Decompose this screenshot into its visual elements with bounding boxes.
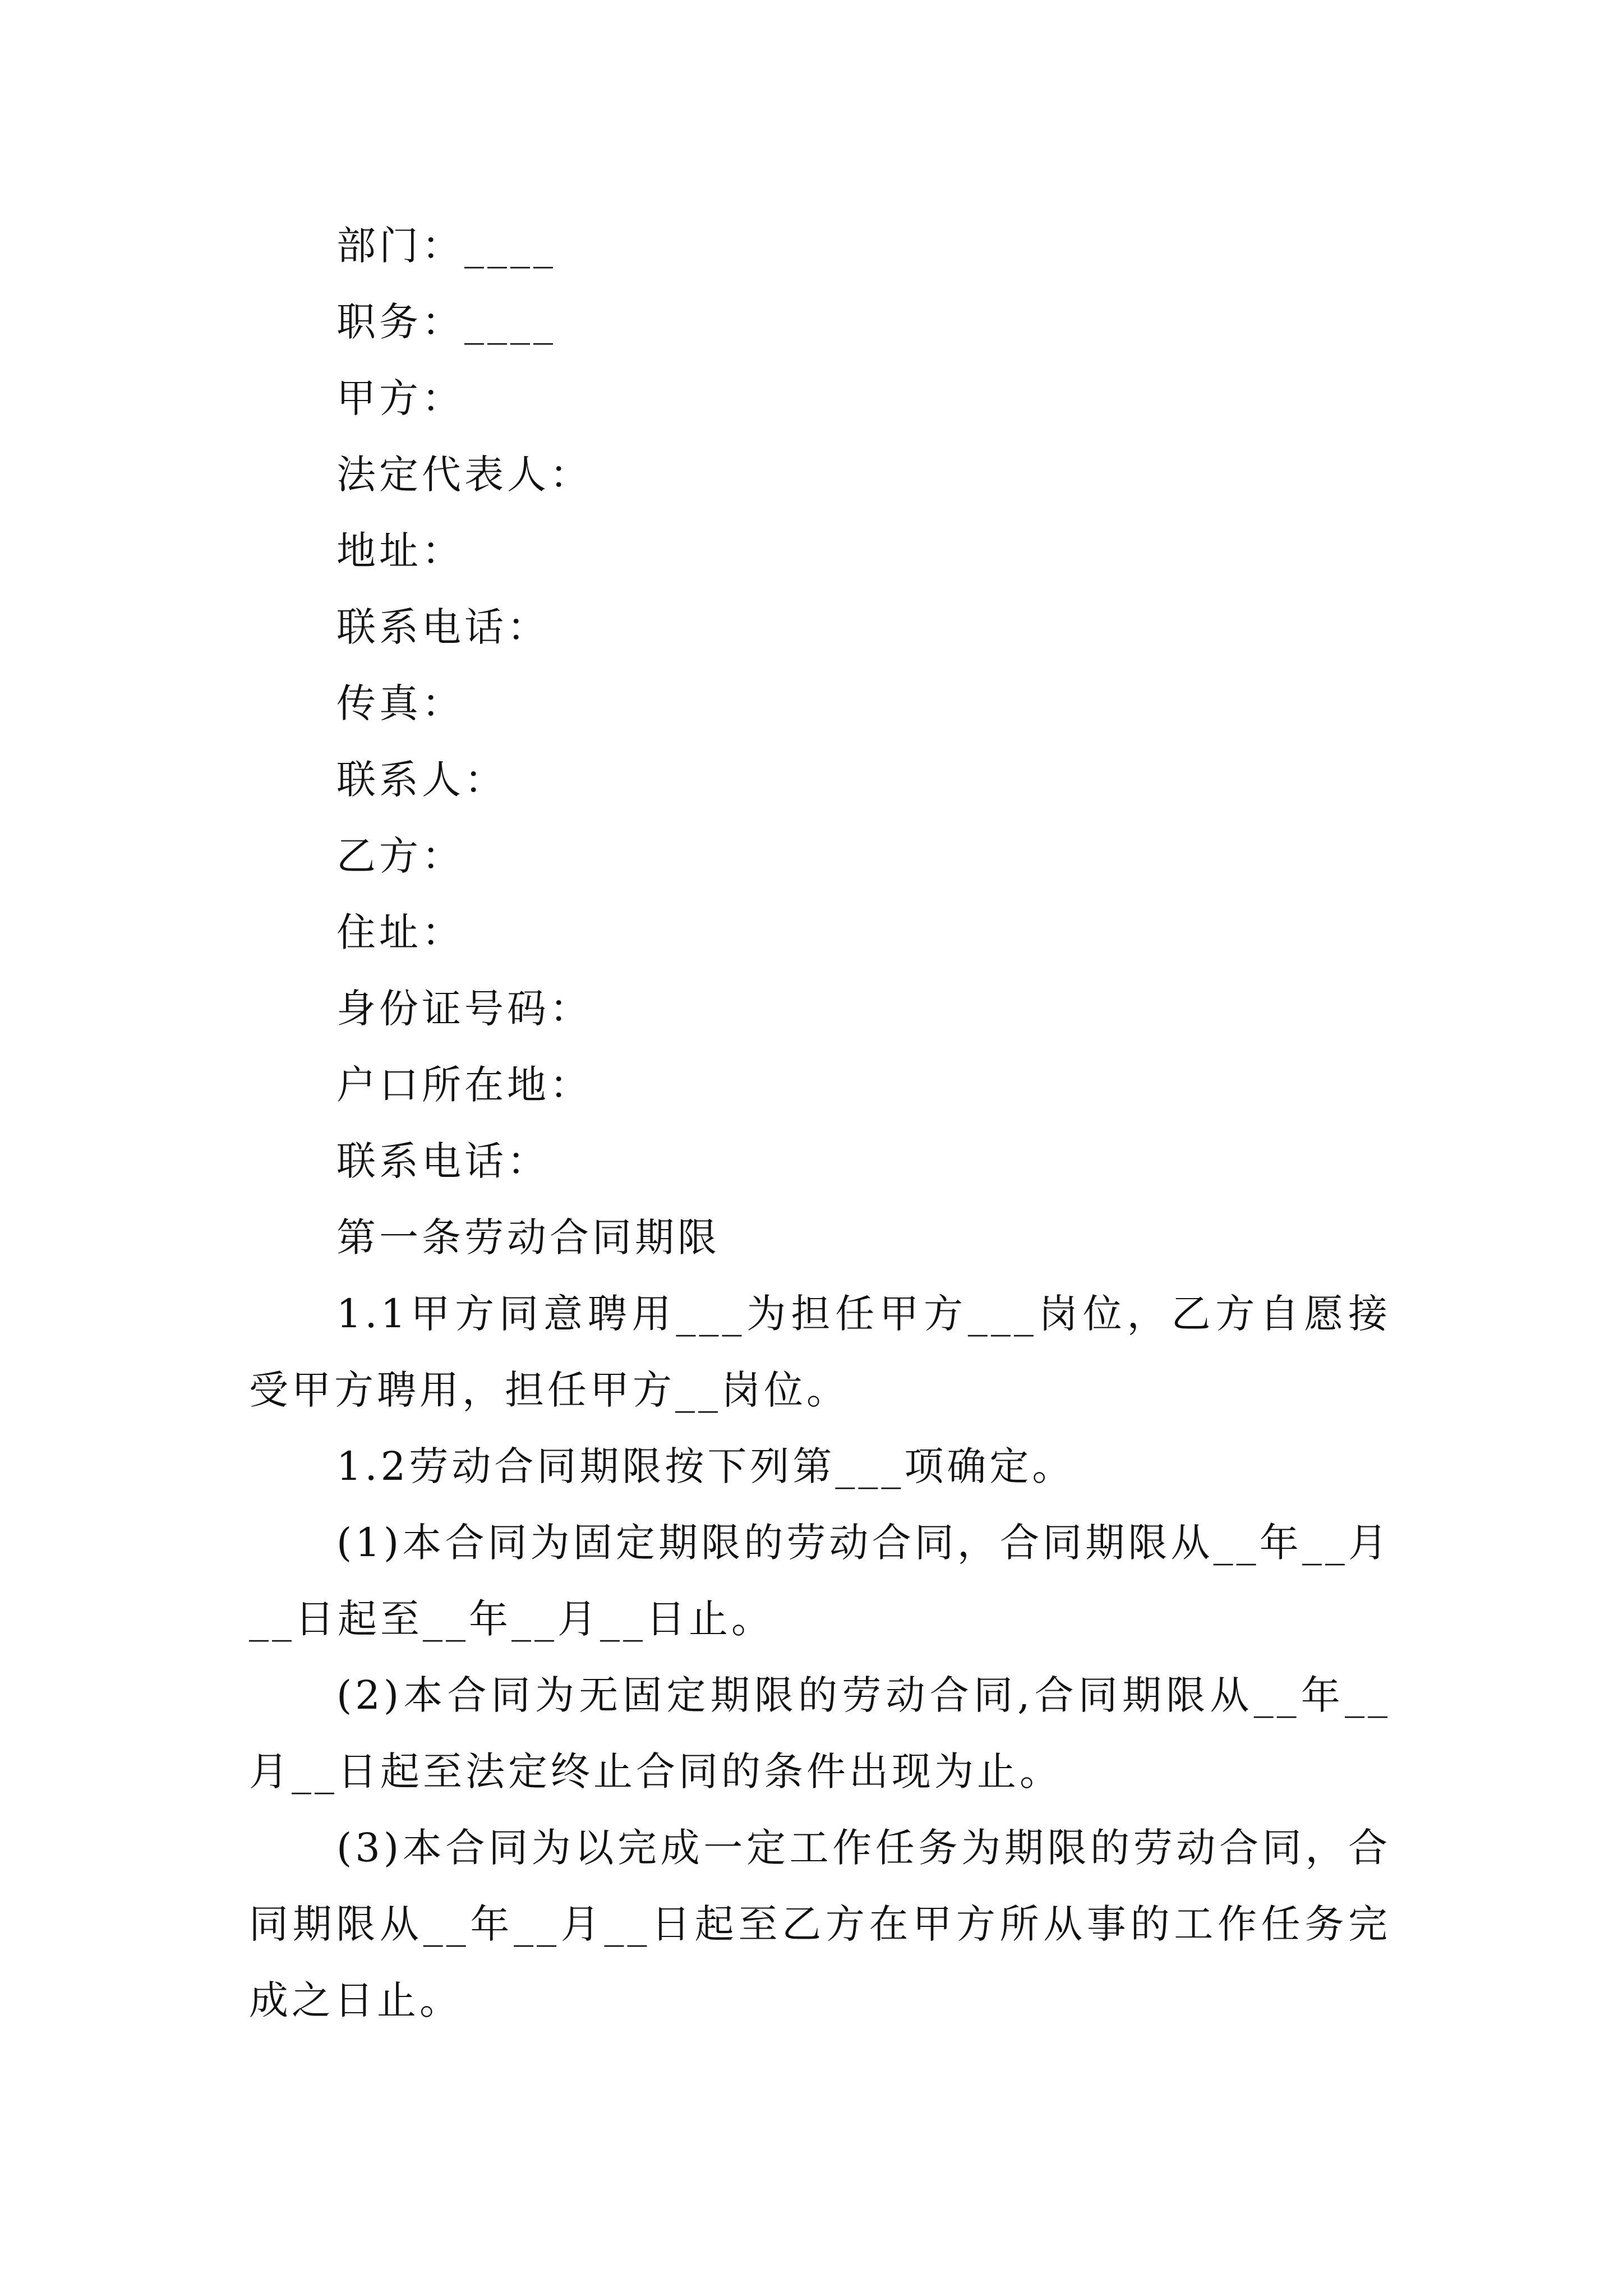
field-residence: 住址： [336, 909, 464, 955]
field-position: 职务：____ [336, 299, 556, 345]
article-title: 第一条劳动合同期限 [336, 1214, 720, 1260]
paragraph-1-1: 1.1甲方同意聘用___为担任甲方___岗位，乙方自愿接受甲方聘用，担任甲方__岗位。 [249, 1291, 1391, 1413]
field-contact-person: 联系人： [336, 757, 507, 803]
field-phone-b: 联系电话： [336, 1138, 550, 1184]
field-legal-representative: 法定代表人： [336, 452, 592, 498]
paragraph-option-1: (1)本合同为固定期限的劳动合同，合同期限从__年__月__日起至__年__月__日止。 [249, 1520, 1391, 1642]
field-fax: 传真： [336, 680, 464, 726]
field-household-registration: 户口所在地： [336, 1062, 592, 1108]
contract-text [249, 208, 1391, 2039]
field-party-a: 甲方： [336, 375, 464, 421]
field-id-number: 身份证号码： [336, 986, 592, 1032]
field-phone-a: 联系电话： [336, 604, 550, 650]
paragraph-1-2: 1.2劳动合同期限按下列第___项确定。 [336, 1443, 1075, 1489]
field-address: 地址： [336, 528, 464, 574]
paragraph-option-2: (2)本合同为无固定期限的劳动合同,合同期限从__年__月__日起至法定终止合同的条件出现为止。 [249, 1672, 1391, 1795]
field-department: 部门：____ [336, 223, 556, 269]
paragraph-option-3: (3)本合同为以完成一定工作任务为期限的劳动合同，合同期限从__年__月__日起至乙方在甲方所从事的工作任务完成之日止。 [249, 1825, 1391, 2023]
field-party-b: 乙方： [336, 833, 464, 879]
